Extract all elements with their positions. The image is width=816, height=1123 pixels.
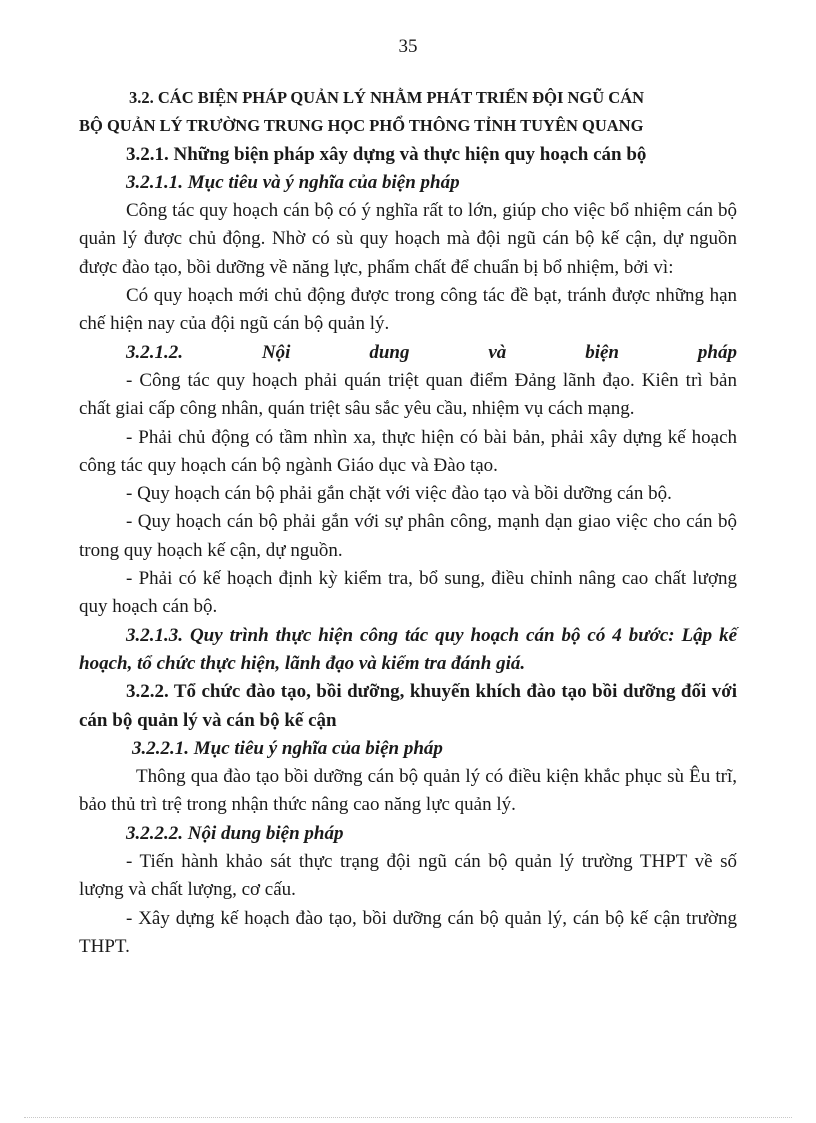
list-item: - Phải có kế hoạch định kỳ kiểm tra, bổ sung, điều chỉnh nâng cao chất lượng quy hoạch cán bộ.: [79, 568, 737, 618]
heading-word: dung: [369, 341, 410, 363]
heading-word: Nội: [261, 341, 291, 363]
heading-3-2-2: 3.2.2. Tổ chức đào tạo, bồi dưỡng, khuyến khích đào tạo bồi dưỡng đối với cán bộ quản lý và cán bộ kế cận: [79, 681, 737, 731]
heading-word: pháp: [697, 341, 737, 363]
section-title-line-2: BỘ QUẢN LÝ TRƯỜNG TRUNG HỌC PHỔ THÔNG TỈNH TUYÊN QUANG: [79, 116, 644, 136]
heading-word: và: [488, 341, 507, 363]
paragraph: Có quy hoạch mới chủ động được trong công tác đề bạt, tránh được những hạn chế hiện nay của đội ngũ cán bộ quản lý.: [79, 285, 737, 335]
heading-3-2-1-2: [79, 339, 737, 367]
section-title-line-1: 3.2. CÁC BIỆN PHÁP QUẢN LÝ NHẰM PHÁT TRIỂN ĐỘI NGŨ CÁN: [129, 88, 645, 107]
paragraph: Thông qua đào tạo bồi dưỡng cán bộ quản lý có điều kiện khắc phục sù Êu trĩ, bảo thủ trì trệ trong nhận thức nâng cao năng lực quản lý.: [79, 766, 737, 816]
heading-3-2-1: 3.2.1. Những biện pháp xây dựng và thực hiện quy hoạch cán bộ: [126, 143, 647, 165]
list-item: - Quy hoạch cán bộ phải gắn chặt với việc đào tạo và bồi dưỡng cán bộ.: [126, 483, 672, 505]
section-title: [79, 84, 737, 141]
list-item: - Công tác quy hoạch phải quán triệt quan điểm Đảng lãnh đạo. Kiên trì bản chất giai cấp công nhân, quán triệt sâu sắc yêu cầu, nhiệm vụ cách mạng.: [79, 369, 737, 420]
heading-word: 3.2.1.2.: [126, 341, 183, 363]
list-item: - Tiến hành khảo sát thực trạng đội ngũ cán bộ quản lý trường THPT về số lượng và chất lượng, cơ cấu.: [79, 851, 737, 901]
heading-3-2-2-2: 3.2.2.2. Nội dung biện pháp: [126, 822, 344, 844]
list-item: - Xây dựng kế hoạch đào tạo, bồi dưỡng cán bộ quản lý, cán bộ kế cận trường THPT.: [79, 907, 737, 957]
page-content: [79, 84, 737, 961]
page-bottom-border: [24, 1117, 792, 1118]
list-item: - Quy hoạch cán bộ phải gắn với sự phân công, mạnh dạn giao việc cho cán bộ trong quy hoạch kế cận, dự nguồn.: [79, 511, 737, 561]
heading-3-2-2-1: 3.2.2.1. Mục tiêu ý nghĩa của biện pháp: [132, 737, 443, 759]
paragraph: Công tác quy hoạch cán bộ có ý nghĩa rất to lớn, giúp cho việc bổ nhiệm cán bộ quản lý được chủ động. Nhờ có sù quy hoạch mà đội ngũ cán bộ kế cận, dự nguồn được đào tạo, bồi dưỡng về năng lực, phẩm chất để chuẩn bị bổ nhiệm, bởi vì:: [79, 200, 737, 278]
heading-3-2-1-1: 3.2.1.1. Mục tiêu và ý nghĩa của biện pháp: [126, 171, 460, 193]
list-item: - Phải chủ động có tầm nhìn xa, thực hiện có bài bản, phải xây dựng kế hoạch công tác quy hoạch cán bộ ngành Giáo dục và Đào tạo.: [79, 426, 737, 476]
heading-3-2-1-3: 3.2.1.3. Quy trình thực hiện công tác quy hoạch cán bộ có 4 bước: Lập kế hoạch, tổ chức thực hiện, lãnh đạo và kiểm tra đánh giá.: [79, 624, 737, 674]
heading-word: biện: [585, 341, 619, 363]
page-number: 35: [398, 36, 418, 57]
